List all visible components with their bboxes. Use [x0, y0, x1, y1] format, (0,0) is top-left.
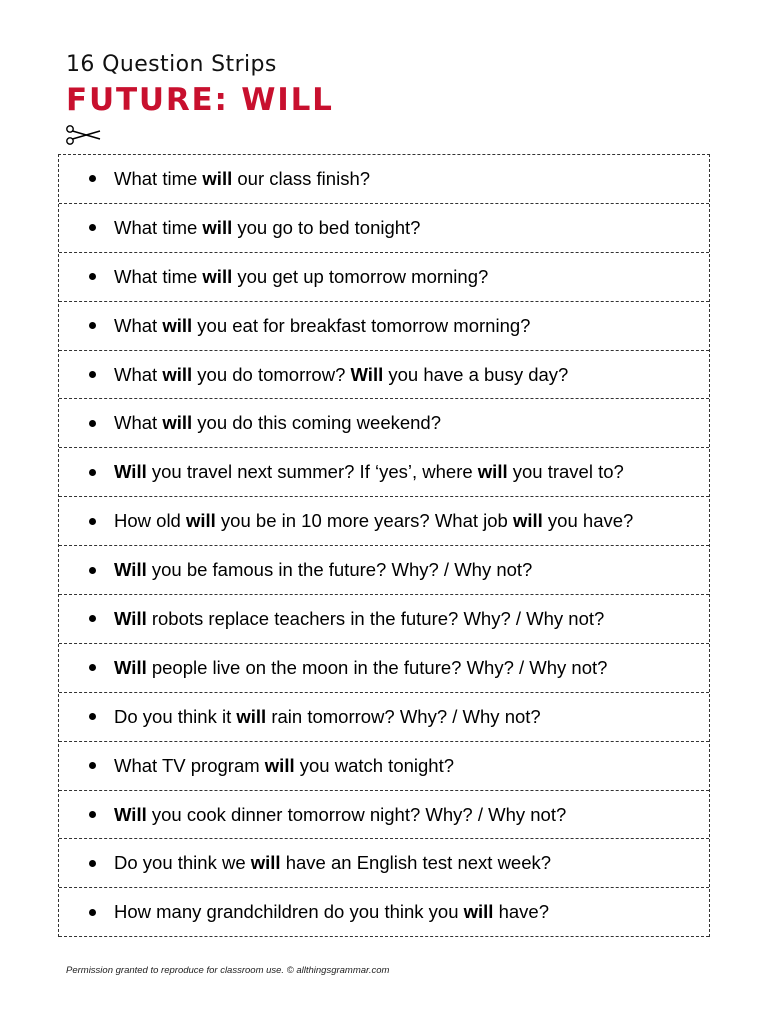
question-text: [114, 510, 633, 532]
bullet-icon: [89, 860, 96, 867]
question-fragment: What: [114, 314, 163, 336]
question-text: [114, 608, 604, 630]
question-fragment: you get up tomorrow morning?: [232, 265, 489, 287]
question-fragment: you cook dinner tomorrow night? Why? / Why not?: [146, 803, 567, 825]
question-text: [114, 901, 549, 923]
question-fragment: What time: [114, 265, 203, 287]
question-fragment: Do you think it: [114, 705, 237, 727]
question-strip: [59, 742, 709, 791]
bullet-icon: [89, 322, 96, 329]
question-strip: [59, 448, 709, 497]
bullet-icon: [89, 762, 96, 769]
keyword-will: Will: [114, 803, 147, 825]
keyword-will: will: [477, 461, 508, 483]
keyword-will: Will: [114, 559, 147, 581]
question-strip: [59, 155, 709, 204]
worksheet-title: FUTURE: WILL: [66, 82, 334, 118]
question-strip: [59, 644, 709, 693]
question-strip: [59, 693, 709, 742]
question-strip: [59, 351, 709, 400]
keyword-will: will: [202, 265, 233, 287]
question-strip: [59, 546, 709, 595]
question-fragment: you do tomorrow?: [192, 363, 351, 385]
question-fragment: you travel to?: [507, 461, 624, 483]
question-fragment: What: [114, 412, 163, 434]
bullet-icon: [89, 664, 96, 671]
question-fragment: our class finish?: [232, 167, 371, 189]
bullet-icon: [89, 615, 96, 622]
copyright-footer: Permission granted to reproduce for classroom use. © allthingsgrammar.com: [66, 965, 390, 976]
question-text: [114, 706, 541, 728]
question-strip: [59, 302, 709, 351]
question-fragment: people live on the moon in the future? Why? / Why not?: [146, 656, 608, 678]
question-text: [114, 364, 568, 386]
bullet-icon: [89, 811, 96, 818]
question-strip: [59, 497, 709, 546]
question-strip: [59, 791, 709, 840]
question-text: [114, 559, 532, 581]
bullet-icon: [89, 909, 96, 916]
question-strip: [59, 253, 709, 302]
bullet-icon: [89, 518, 96, 525]
question-fragment: have an English test next week?: [280, 852, 552, 874]
question-fragment: you have a busy day?: [383, 363, 569, 385]
keyword-will: will: [250, 852, 281, 874]
bullet-icon: [89, 175, 96, 182]
bullet-icon: [89, 567, 96, 574]
question-fragment: robots replace teachers in the future? Why? / Why not?: [146, 607, 605, 629]
question-fragment: you go to bed tonight?: [232, 216, 421, 238]
keyword-will: will: [202, 167, 233, 189]
question-fragment: you travel next summer? If ‘yes’, where: [146, 461, 478, 483]
question-fragment: you be famous in the future? Why? / Why not?: [146, 559, 533, 581]
keyword-will: will: [236, 705, 267, 727]
question-text: [114, 315, 530, 337]
bullet-icon: [89, 224, 96, 231]
question-fragment: How old: [114, 510, 186, 532]
scissors-icon: [64, 124, 104, 146]
question-fragment: you eat for breakfast tomorrow morning?: [192, 314, 531, 336]
keyword-will: will: [162, 363, 193, 385]
question-fragment: rain tomorrow? Why? / Why not?: [266, 705, 541, 727]
question-fragment: you watch tonight?: [294, 754, 455, 776]
keyword-will: will: [463, 901, 494, 923]
question-fragment: How many grandchildren do you think you: [114, 901, 464, 923]
question-fragment: you do this coming weekend?: [192, 412, 442, 434]
question-text: [114, 266, 488, 288]
keyword-will: Will: [114, 607, 147, 629]
bullet-icon: [89, 371, 96, 378]
question-strips: [58, 154, 710, 937]
question-fragment: Do you think we: [114, 852, 251, 874]
question-text: [114, 852, 551, 874]
bullet-icon: [89, 713, 96, 720]
question-fragment: What time: [114, 167, 203, 189]
bullet-icon: [89, 420, 96, 427]
keyword-will: will: [264, 754, 295, 776]
question-text: [114, 412, 441, 434]
keyword-will: will: [202, 216, 233, 238]
keyword-will: Will: [114, 656, 147, 678]
question-text: [114, 657, 607, 679]
question-fragment: What: [114, 363, 163, 385]
keyword-will: Will: [114, 461, 147, 483]
keyword-will: will: [162, 412, 193, 434]
bullet-icon: [89, 469, 96, 476]
question-strip: [59, 839, 709, 888]
question-fragment: What time: [114, 216, 203, 238]
question-fragment: you be in 10 more years? What job: [215, 510, 513, 532]
keyword-will: will: [162, 314, 193, 336]
question-strip: [59, 888, 709, 937]
bullet-icon: [89, 273, 96, 280]
worksheet-subtitle: 16 Question Strips: [66, 52, 277, 77]
question-text: [114, 217, 420, 239]
question-fragment: have?: [493, 901, 549, 923]
question-fragment: What TV program: [114, 754, 265, 776]
keyword-will: Will: [350, 363, 384, 385]
question-text: [114, 755, 454, 777]
question-fragment: you have?: [542, 510, 634, 532]
keyword-will: will: [512, 510, 543, 532]
question-text: [114, 168, 370, 190]
question-text: [114, 804, 566, 826]
keyword-will: will: [185, 510, 216, 532]
question-text: [114, 461, 624, 483]
question-strip: [59, 204, 709, 253]
question-strip: [59, 399, 709, 448]
question-strip: [59, 595, 709, 644]
